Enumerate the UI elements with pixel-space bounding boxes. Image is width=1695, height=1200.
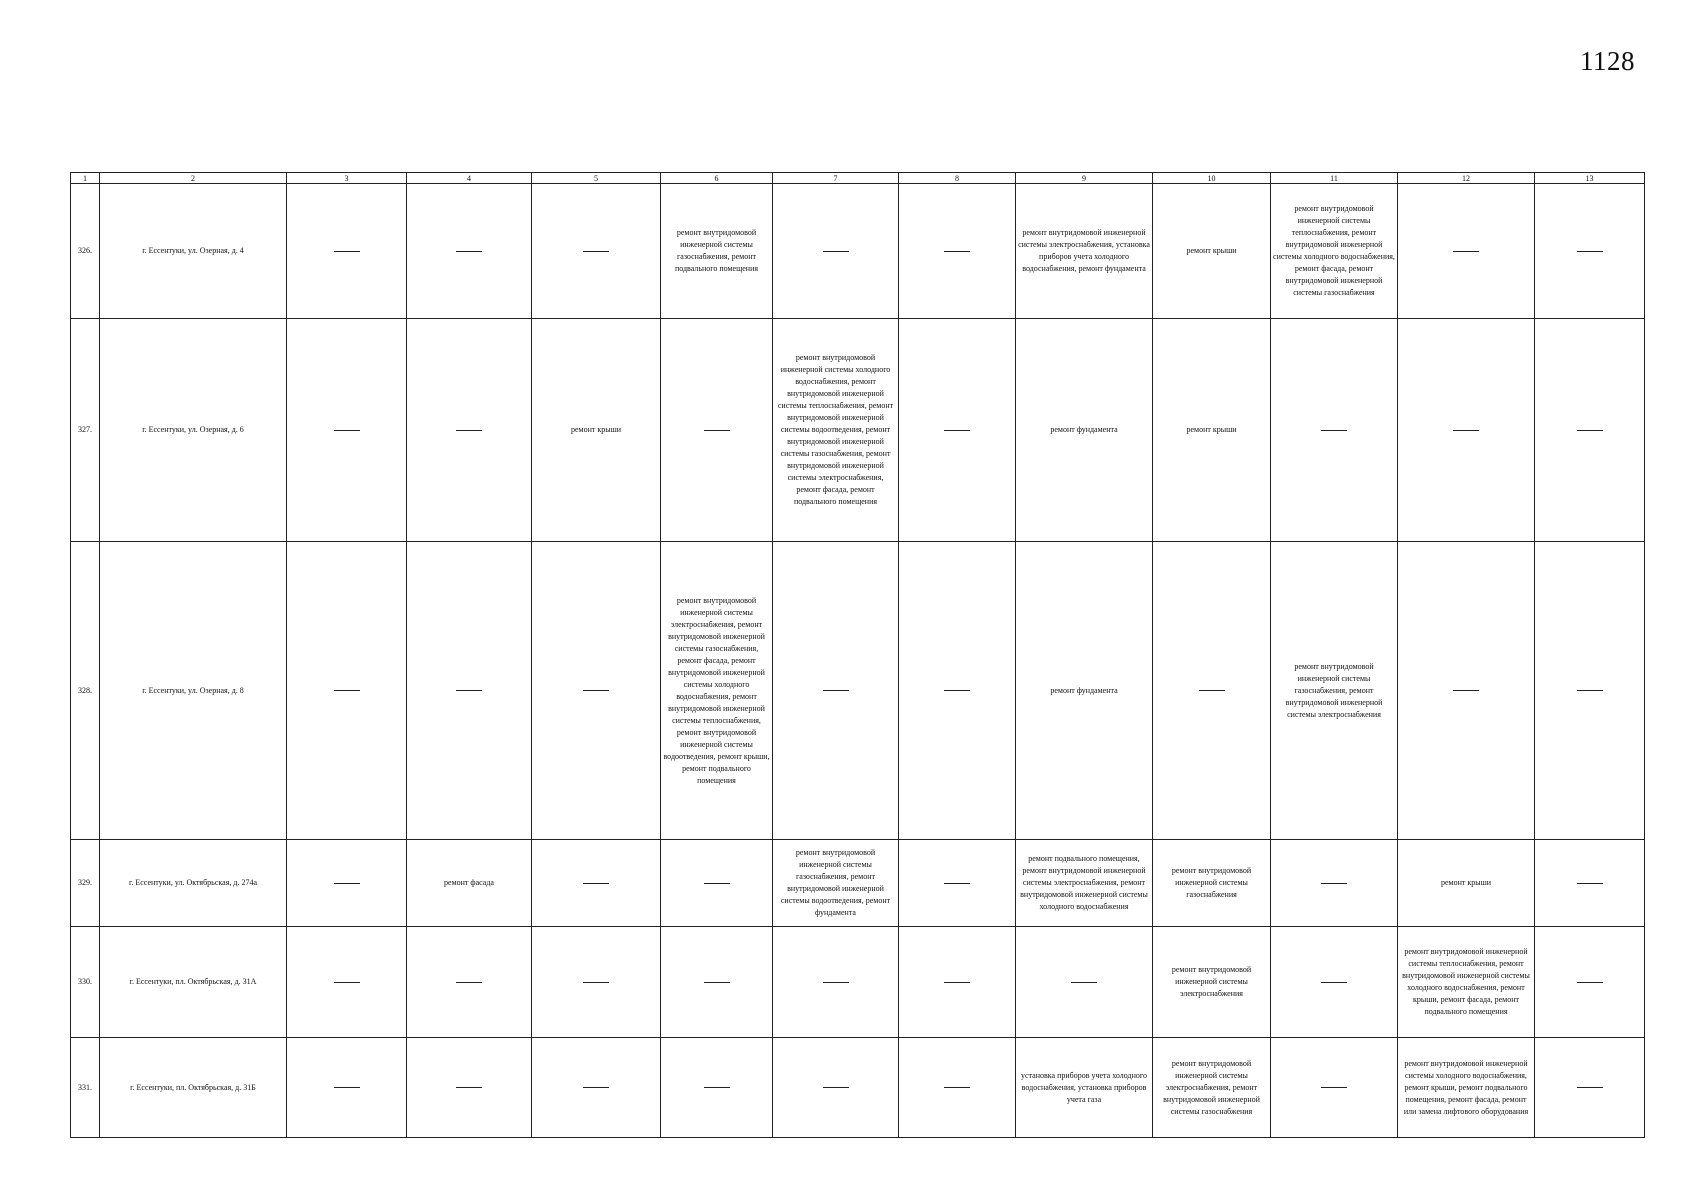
address-cell: г. Ессентуки, пл. Октябрьская, д. 31Б: [100, 1038, 287, 1138]
dash-mark: [456, 1087, 482, 1088]
dash-mark: [1321, 430, 1347, 431]
empty-cell: [899, 184, 1016, 319]
empty-cell: [532, 542, 661, 840]
column-number-10: 10: [1153, 173, 1271, 184]
dash-mark: [334, 690, 360, 691]
dash-mark: [456, 251, 482, 252]
dash-mark: [1453, 430, 1479, 431]
empty-cell: [773, 1038, 899, 1138]
empty-cell: [407, 542, 532, 840]
row-number: 331.: [71, 1038, 100, 1138]
work-description-cell: ремонт внутридомовой инженерной системы электроснабжения, установка приборов учета холодного водоснабжения, ремонт фундамента: [1016, 184, 1153, 319]
empty-cell: [287, 184, 407, 319]
empty-cell: [661, 1038, 773, 1138]
address-cell: г. Ессентуки, ул. Октябрьская, д. 274а: [100, 840, 287, 927]
empty-cell: [1271, 927, 1398, 1038]
column-number-4: 4: [407, 173, 532, 184]
work-description-cell: ремонт внутридомовой инженерной системы газоснабжения, ремонт внутридомовой инженерной системы электроснабжения: [1271, 542, 1398, 840]
empty-cell: [287, 840, 407, 927]
address-cell: г. Ессентуки, ул. Озерная, д. 8: [100, 542, 287, 840]
column-number-3: 3: [287, 173, 407, 184]
dash-mark: [456, 982, 482, 983]
dash-mark: [1577, 1087, 1603, 1088]
dash-mark: [583, 690, 609, 691]
empty-cell: [773, 927, 899, 1038]
empty-cell: [661, 840, 773, 927]
work-description-cell: ремонт внутридомовой инженерной системы электроснабжения, ремонт внутридомовой инженерной системы газоснабжения, ремонт фасада, ремонт внутридомовой инженерной системы холодного водоснабжения, ремонт внутридомовой инженерной системы теплоснабжения, ремонт внутридомовой инженерной системы водоотведения, ремонт крыши, ремонт подвального помещения: [661, 542, 773, 840]
empty-cell: [773, 542, 899, 840]
empty-cell: [661, 927, 773, 1038]
empty-cell: [407, 319, 532, 542]
dash-mark: [823, 690, 849, 691]
empty-cell: [287, 542, 407, 840]
empty-cell: [1535, 927, 1645, 1038]
column-number-13: 13: [1535, 173, 1645, 184]
empty-cell: [899, 927, 1016, 1038]
empty-cell: [899, 840, 1016, 927]
row-number: 327.: [71, 319, 100, 542]
table-row: [71, 542, 1645, 840]
dash-mark: [583, 1087, 609, 1088]
work-description-cell: ремонт фундамента: [1016, 319, 1153, 542]
dash-mark: [456, 430, 482, 431]
work-description-cell: ремонт внутридомовой инженерной системы электроснабжения, ремонт внутридомовой инженерной системы газоснабжения: [1153, 1038, 1271, 1138]
empty-cell: [532, 927, 661, 1038]
empty-cell: [1398, 184, 1535, 319]
empty-cell: [1535, 319, 1645, 542]
dash-mark: [1453, 690, 1479, 691]
work-description-cell: ремонт внутридомовой инженерной системы газоснабжения, ремонт подвального помещения: [661, 184, 773, 319]
empty-cell: [1271, 319, 1398, 542]
dash-mark: [944, 251, 970, 252]
column-number-8: 8: [899, 173, 1016, 184]
address-cell: г. Ессентуки, ул. Озерная, д. 6: [100, 319, 287, 542]
empty-cell: [1398, 319, 1535, 542]
work-description-cell: ремонт внутридомовой инженерной системы теплоснабжения, ремонт внутридомовой инженерной системы холодного водоснабжения, ремонт фасада, ремонт внутридомовой инженерной системы газоснабжения: [1271, 184, 1398, 319]
empty-cell: [407, 1038, 532, 1138]
table-row: [71, 319, 1645, 542]
empty-cell: [1535, 1038, 1645, 1138]
work-description-cell: ремонт крыши: [1398, 840, 1535, 927]
empty-cell: [1271, 840, 1398, 927]
dash-mark: [704, 883, 730, 884]
dash-mark: [1577, 982, 1603, 983]
dash-mark: [1321, 883, 1347, 884]
dash-mark: [334, 982, 360, 983]
empty-cell: [1535, 840, 1645, 927]
dash-mark: [1577, 430, 1603, 431]
repair-schedule-table: [70, 172, 1645, 1138]
table-row: [71, 840, 1645, 927]
dash-mark: [944, 690, 970, 691]
dash-mark: [1577, 251, 1603, 252]
dash-mark: [1577, 883, 1603, 884]
work-description-cell: ремонт внутридомовой инженерной системы холодного водоснабжения, ремонт внутридомовой инженерной системы теплоснабжения, ремонт внутридомовой инженерной системы водоотведения, ремонт внутридомовой инженерной системы газоснабжения, ремонт внутридомовой инженерной системы электроснабжения, ремонт фасада, ремонт подвального помещения: [773, 319, 899, 542]
empty-cell: [287, 319, 407, 542]
table-row: [71, 184, 1645, 319]
work-description-cell: ремонт фасада: [407, 840, 532, 927]
address-cell: г. Ессентуки, пл. Октябрьская, д. 31А: [100, 927, 287, 1038]
dash-mark: [1321, 982, 1347, 983]
dash-mark: [456, 690, 482, 691]
empty-cell: [287, 1038, 407, 1138]
dash-mark: [1071, 982, 1097, 983]
work-description-cell: ремонт внутридомовой инженерной системы теплоснабжения, ремонт внутридомовой инженерной системы холодного водоснабжения, ремонт крыши, ремонт фасада, ремонт подвального помещения: [1398, 927, 1535, 1038]
work-description-cell: установка приборов учета холодного водоснабжения, установка приборов учета газа: [1016, 1038, 1153, 1138]
empty-cell: [532, 184, 661, 319]
work-description-cell: ремонт внутридомовой инженерной системы газоснабжения, ремонт внутридомовой инженерной системы водоотведения, ремонт фундамента: [773, 840, 899, 927]
dash-mark: [704, 982, 730, 983]
address-cell: г. Ессентуки, ул. Озерная, д. 4: [100, 184, 287, 319]
empty-cell: [287, 927, 407, 1038]
work-description-cell: ремонт крыши: [1153, 319, 1271, 542]
dash-mark: [704, 430, 730, 431]
work-description-cell: ремонт внутридомовой инженерной системы холодного водоснабжения, ремонт крыши, ремонт подвального помещения, ремонт фасада, ремонт или замена лифтового оборудования: [1398, 1038, 1535, 1138]
empty-cell: [661, 319, 773, 542]
empty-cell: [899, 319, 1016, 542]
dash-mark: [1199, 690, 1225, 691]
dash-mark: [944, 982, 970, 983]
dash-mark: [334, 1087, 360, 1088]
empty-cell: [1535, 542, 1645, 840]
dash-mark: [334, 251, 360, 252]
empty-cell: [1398, 542, 1535, 840]
dash-mark: [944, 1087, 970, 1088]
dash-mark: [583, 883, 609, 884]
empty-cell: [773, 184, 899, 319]
dash-mark: [334, 883, 360, 884]
column-number-11: 11: [1271, 173, 1398, 184]
dash-mark: [823, 1087, 849, 1088]
column-number-9: 9: [1016, 173, 1153, 184]
empty-cell: [532, 840, 661, 927]
dash-mark: [823, 982, 849, 983]
empty-cell: [899, 1038, 1016, 1138]
work-description-cell: ремонт внутридомовой инженерной системы газоснабжения: [1153, 840, 1271, 927]
row-number: 329.: [71, 840, 100, 927]
dash-mark: [583, 982, 609, 983]
empty-cell: [532, 1038, 661, 1138]
dash-mark: [1321, 1087, 1347, 1088]
work-description-cell: ремонт подвального помещения, ремонт внутридомовой инженерной системы электроснабжения, ремонт внутридомовой инженерной системы холодного водоснабжения: [1016, 840, 1153, 927]
empty-cell: [1535, 184, 1645, 319]
column-number-12: 12: [1398, 173, 1535, 184]
row-number: 326.: [71, 184, 100, 319]
dash-mark: [944, 883, 970, 884]
row-number: 328.: [71, 542, 100, 840]
dash-mark: [1453, 251, 1479, 252]
work-description-cell: ремонт крыши: [532, 319, 661, 542]
table-row: [71, 1038, 1645, 1138]
work-description-cell: ремонт фундамента: [1016, 542, 1153, 840]
work-description-cell: ремонт внутридомовой инженерной системы электроснабжения: [1153, 927, 1271, 1038]
dash-mark: [1577, 690, 1603, 691]
table-row: [71, 927, 1645, 1038]
dash-mark: [823, 251, 849, 252]
column-number-2: 2: [100, 173, 287, 184]
column-number-6: 6: [661, 173, 773, 184]
empty-cell: [899, 542, 1016, 840]
dash-mark: [944, 430, 970, 431]
dash-mark: [583, 251, 609, 252]
column-number-row: [71, 173, 1645, 184]
empty-cell: [1016, 927, 1153, 1038]
column-number-5: 5: [532, 173, 661, 184]
dash-mark: [704, 1087, 730, 1088]
row-number: 330.: [71, 927, 100, 1038]
page-number: 1128: [1580, 46, 1635, 76]
dash-mark: [334, 430, 360, 431]
empty-cell: [407, 927, 532, 1038]
column-number-1: 1: [71, 173, 100, 184]
empty-cell: [407, 184, 532, 319]
empty-cell: [1153, 542, 1271, 840]
column-number-7: 7: [773, 173, 899, 184]
empty-cell: [1271, 1038, 1398, 1138]
work-description-cell: ремонт крыши: [1153, 184, 1271, 319]
